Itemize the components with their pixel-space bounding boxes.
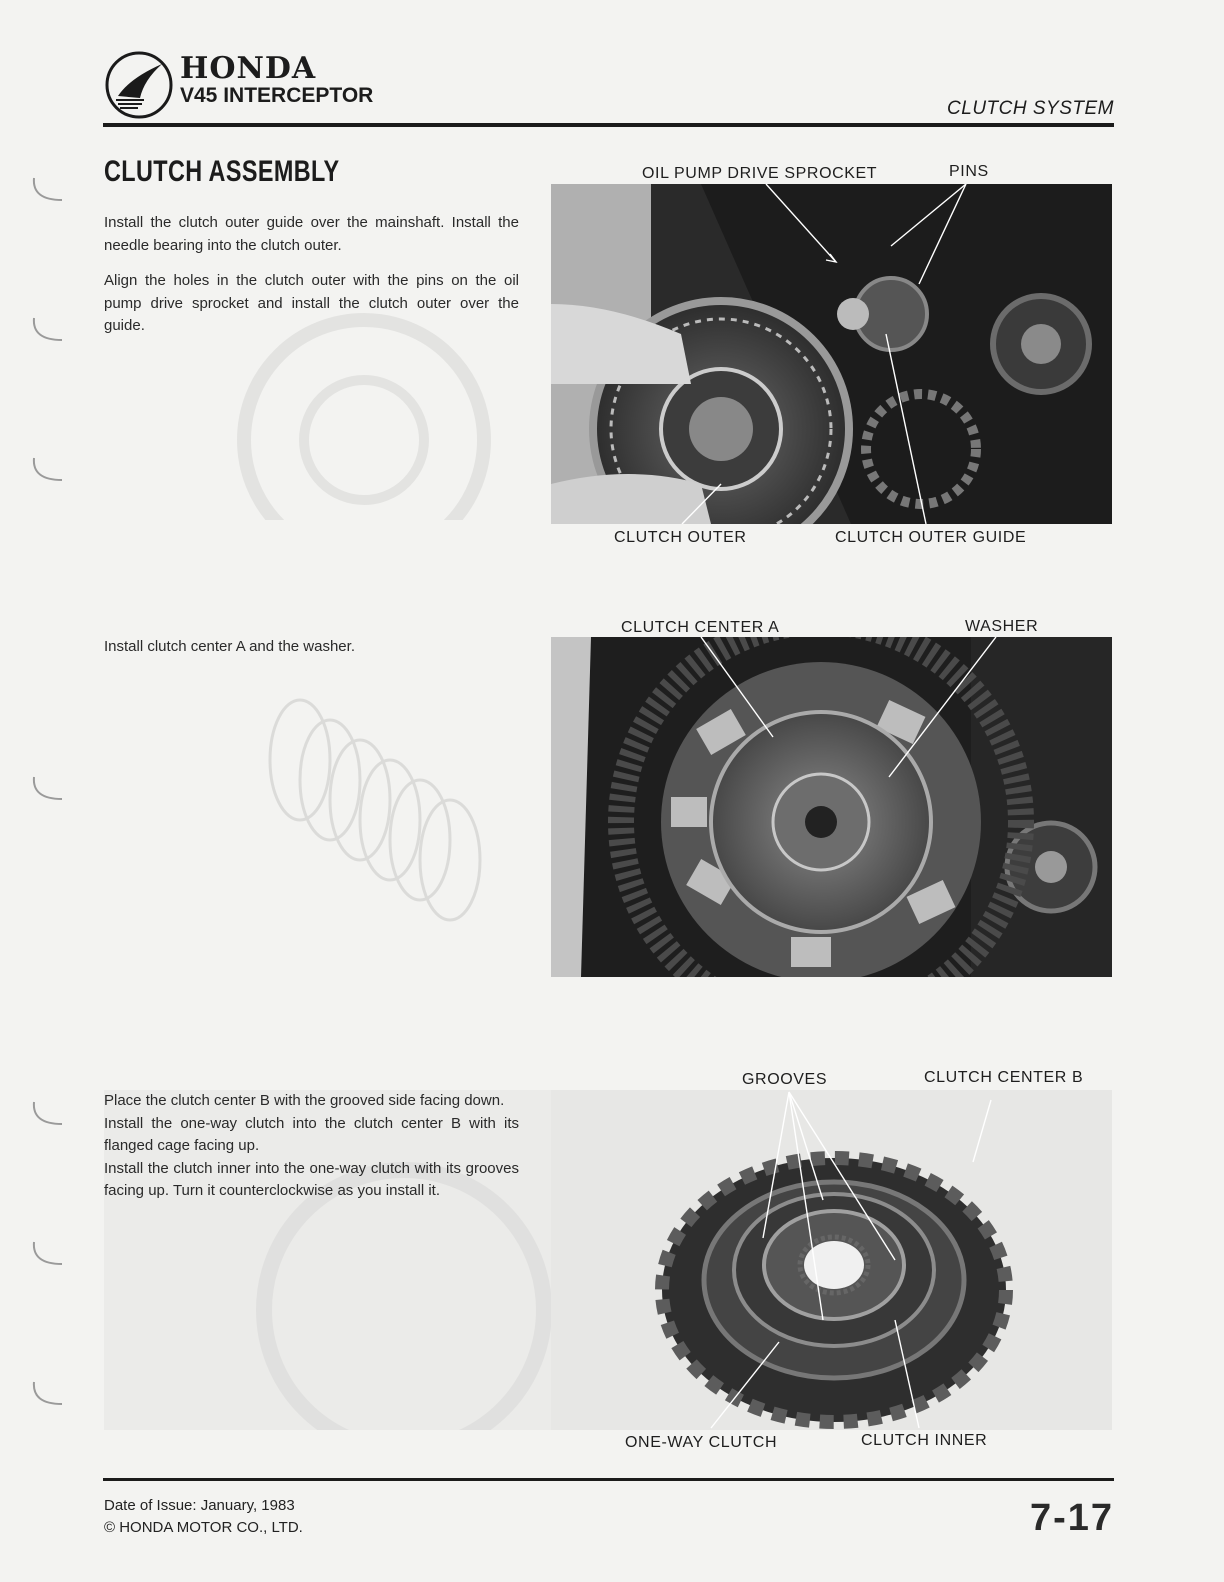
model-name: V45 INTERCEPTOR xyxy=(180,84,374,107)
binder-hole xyxy=(28,1240,66,1268)
step-2-instructions xyxy=(104,636,519,659)
callout-clutch-center-a: CLUTCH CENTER A xyxy=(621,619,780,636)
binder-hole xyxy=(28,176,66,204)
brand-name: HONDA xyxy=(180,51,317,86)
header-rule xyxy=(103,123,1114,127)
section-header: CLUTCH SYSTEM xyxy=(947,98,1114,119)
clutch-center-a-photo xyxy=(551,637,1112,977)
binder-hole xyxy=(28,1100,66,1128)
clutch-outer-install-photo xyxy=(551,184,1112,524)
copyright: © HONDA MOTOR CO., LTD. xyxy=(104,1519,303,1536)
binder-hole xyxy=(28,1380,66,1408)
callout-clutch-outer-guide: CLUTCH OUTER GUIDE xyxy=(835,529,1027,546)
callout-oil-pump-drive-sprocket: OIL PUMP DRIVE SPROCKET xyxy=(642,165,878,182)
callout-washer: WASHER xyxy=(965,618,1039,635)
instruction-paragraph: Install clutch center A and the washer. xyxy=(104,638,355,655)
step-1-instructions xyxy=(104,212,519,338)
honda-wing-logo xyxy=(104,50,174,120)
callout-clutch-inner: CLUTCH INNER xyxy=(861,1432,988,1449)
instruction-paragraph: Place the clutch center B with the grooved side facing down. xyxy=(104,1092,505,1109)
callout-clutch-center-b: CLUTCH CENTER B xyxy=(924,1069,1084,1086)
instruction-paragraph: Install the clutch inner into the one-way clutch with its grooves facing up. Turn it counterclockwise as you install it. xyxy=(104,1159,519,1199)
callout-one-way-clutch: ONE-WAY CLUTCH xyxy=(625,1434,778,1451)
binder-hole xyxy=(28,456,66,484)
callout-grooves: GROOVES xyxy=(742,1071,828,1088)
instruction-paragraph: Install the clutch outer guide over the mainshaft. Install the needle bearing into the clutch outer. xyxy=(104,214,519,254)
instruction-paragraph: Align the holes in the clutch outer with the pins on the oil pump drive sprocket and install the clutch outer over the guide. xyxy=(104,272,519,334)
binder-hole xyxy=(28,316,66,344)
footer-rule xyxy=(103,1478,1114,1481)
clutch-center-b-photo xyxy=(551,1090,1112,1430)
binder-hole xyxy=(28,775,66,803)
callout-pins: PINS xyxy=(949,163,989,180)
step-3-instructions xyxy=(104,1090,519,1203)
callout-clutch-outer: CLUTCH OUTER xyxy=(614,529,747,546)
faded-clutch-plates-illustration xyxy=(240,690,540,930)
page-number: 7-17 xyxy=(1029,1497,1114,1539)
issue-date: Date of Issue: January, 1983 xyxy=(104,1497,295,1514)
page-title: CLUTCH ASSEMBLY xyxy=(104,155,340,188)
instruction-paragraph: Install the one-way clutch into the clutch center B with its flanged cage facing up. xyxy=(104,1114,519,1154)
